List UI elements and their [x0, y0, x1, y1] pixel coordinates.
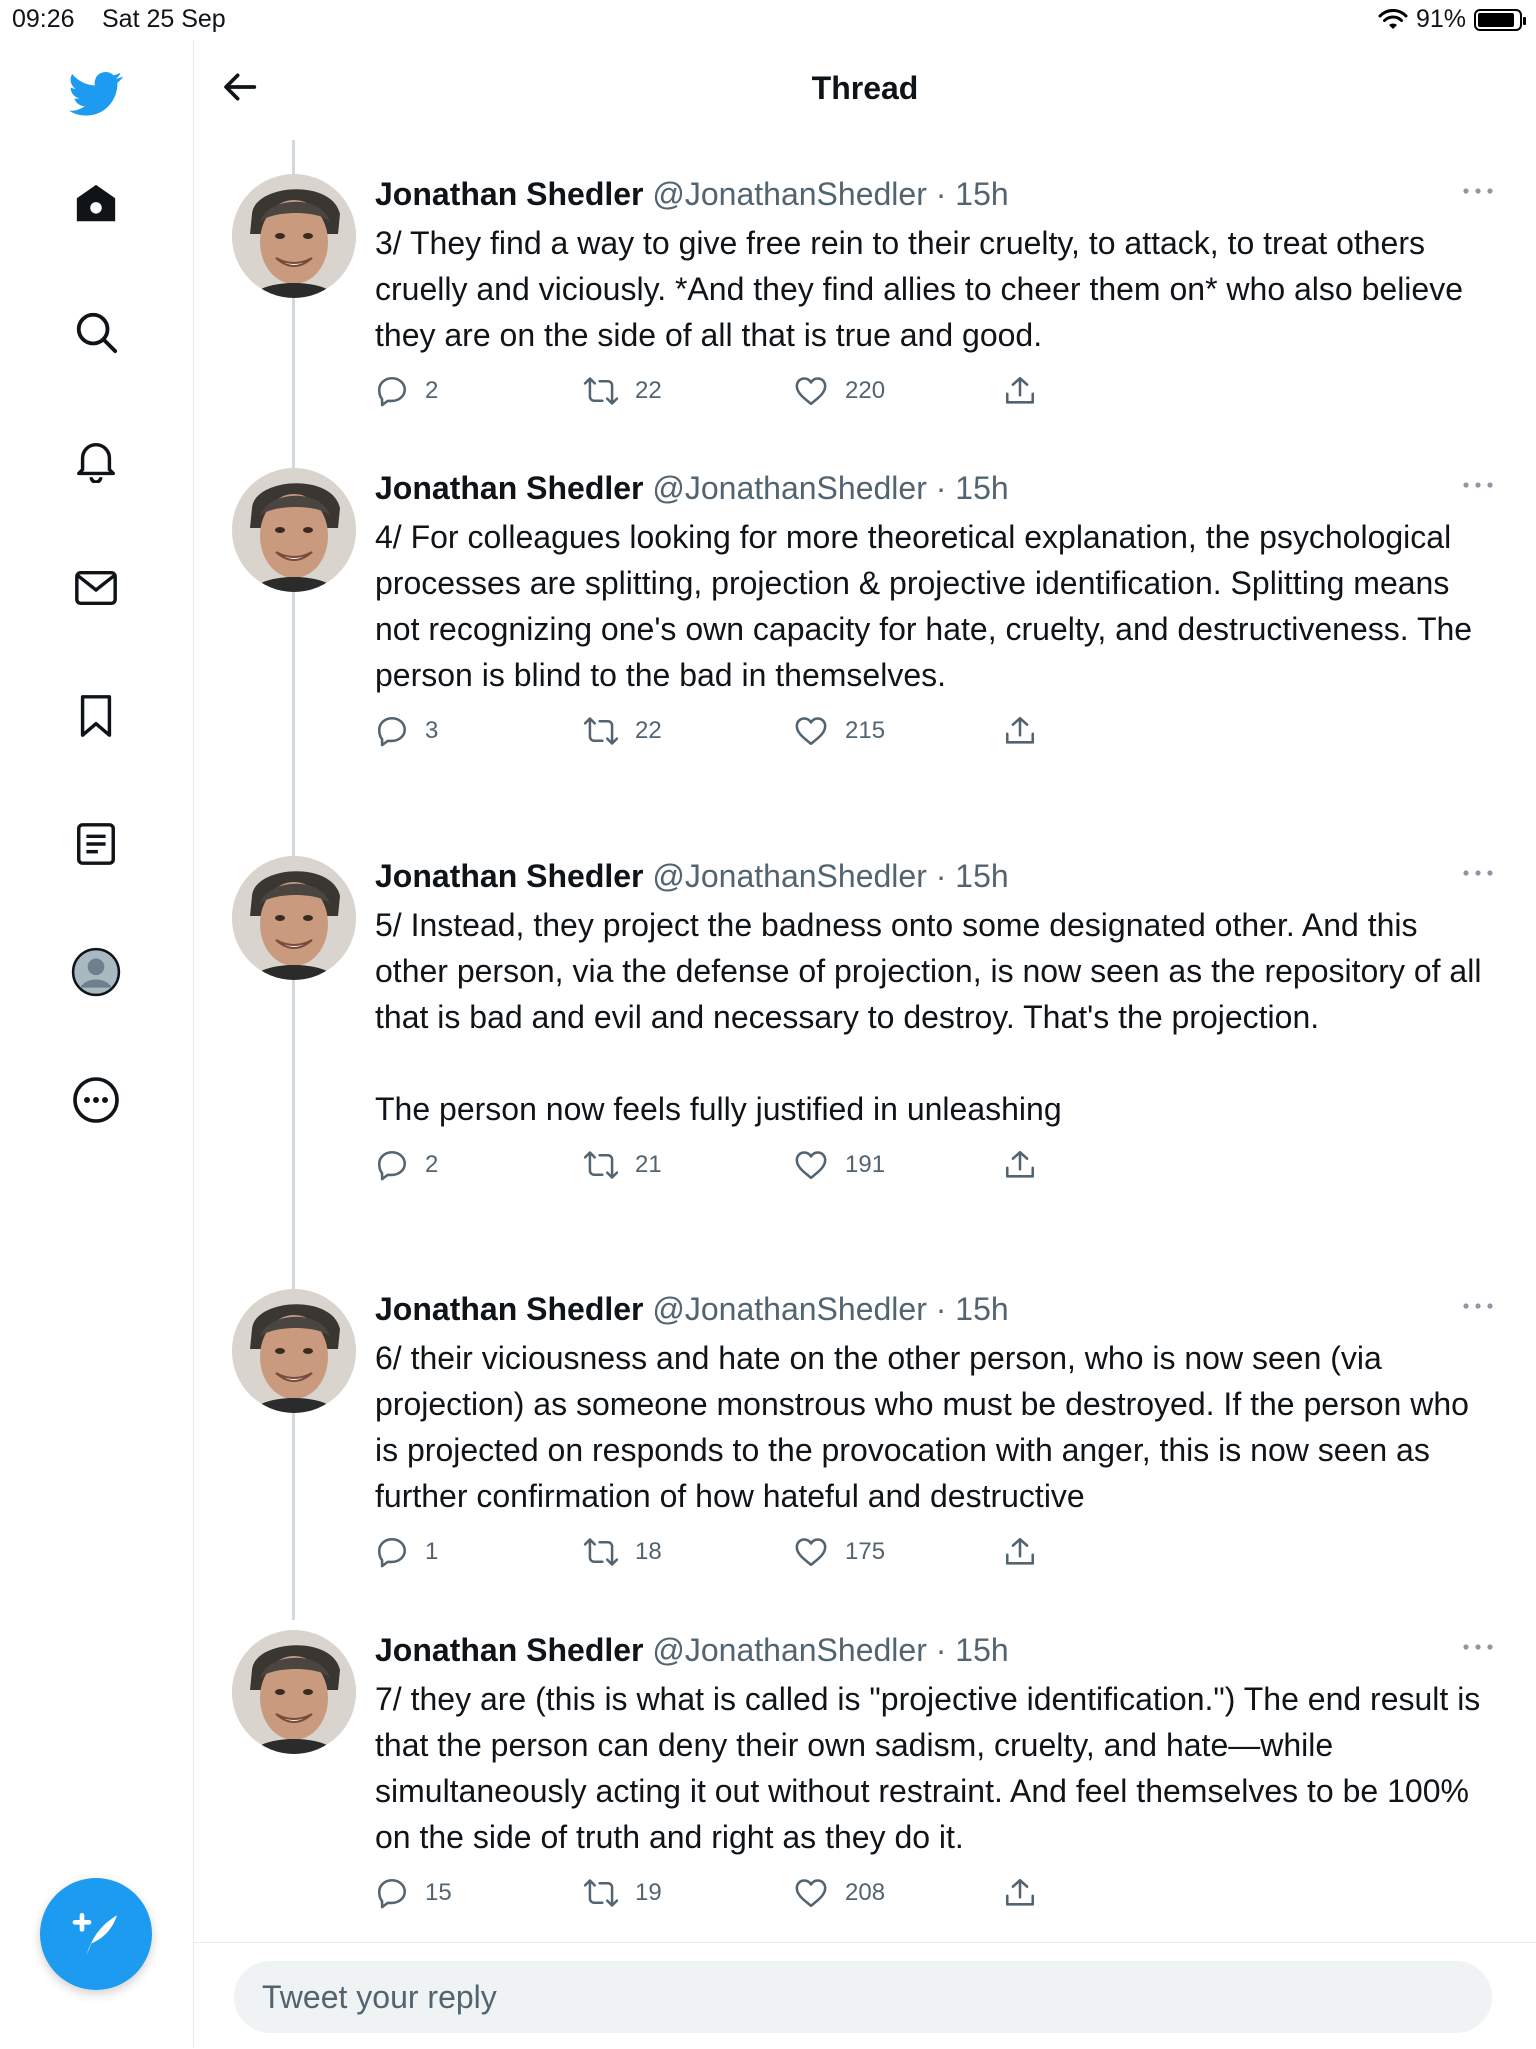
reply-count: 2 — [425, 377, 439, 404]
retweet-icon — [583, 1535, 619, 1569]
like-count: 208 — [845, 1879, 886, 1906]
like-button[interactable] — [793, 1876, 885, 1910]
tweet-more-button[interactable] — [1458, 1632, 1498, 1662]
like-count: 215 — [845, 717, 886, 744]
share-icon — [1003, 374, 1037, 408]
battery-icon — [1474, 9, 1522, 31]
reply-count: 15 — [425, 1879, 452, 1906]
tweet-separator: · — [926, 1632, 956, 1668]
share-icon — [1003, 714, 1037, 748]
tweet-text: 4/ For colleagues looking for more theoretical explanation, the psychological processes are splitting, projection & projective identification. Splitting means not recognizing one's own capacity for hate, cruelty, and destructiveness. The person is blind to the bad in themselves. — [375, 519, 1481, 693]
tweet-actions — [375, 1148, 1498, 1188]
tweet-time[interactable]: 15h — [955, 1291, 1009, 1327]
author-handle[interactable]: @JonathanShedler — [652, 1291, 927, 1327]
status-right — [1378, 5, 1522, 34]
reply-input[interactable] — [234, 1961, 1492, 2033]
avatar[interactable] — [232, 174, 356, 298]
tweet-more-button[interactable] — [1458, 858, 1498, 888]
like-count: 175 — [845, 1538, 886, 1565]
retweet-button[interactable] — [583, 1876, 662, 1910]
retweet-count: 22 — [635, 377, 662, 404]
reply-bar — [194, 1942, 1536, 2049]
profile-icon — [71, 947, 121, 997]
author-handle[interactable]: @JonathanShedler — [652, 858, 927, 894]
like-button[interactable] — [793, 374, 885, 408]
wifi-icon — [1378, 9, 1408, 31]
author-handle[interactable]: @JonathanShedler — [652, 1632, 927, 1668]
more-dots-icon — [1462, 869, 1494, 877]
tweet-content — [375, 1630, 1498, 1916]
tweet-actions — [375, 1535, 1498, 1575]
tweet-time[interactable]: 15h — [955, 858, 1009, 894]
like-button[interactable] — [793, 1535, 885, 1569]
tweet-actions — [375, 714, 1498, 754]
retweet-count: 21 — [635, 1151, 662, 1178]
reply-icon — [375, 714, 409, 748]
nav-search[interactable] — [68, 304, 124, 360]
share-button[interactable] — [1003, 374, 1037, 408]
author-name[interactable]: Jonathan Shedler — [375, 470, 644, 506]
bell-icon — [73, 437, 119, 483]
share-button[interactable] — [1003, 1148, 1037, 1182]
share-button[interactable] — [1003, 1876, 1037, 1910]
retweet-button[interactable] — [583, 1535, 662, 1569]
home-icon — [73, 181, 119, 227]
reply-icon — [375, 1148, 409, 1182]
tweet-more-button[interactable] — [1458, 470, 1498, 500]
heart-icon — [793, 1148, 829, 1182]
reply-count: 2 — [425, 1151, 439, 1178]
thread-header — [194, 40, 1536, 140]
tweet-time[interactable]: 15h — [955, 1632, 1009, 1668]
tweet-separator: · — [926, 858, 956, 894]
reply-icon — [375, 374, 409, 408]
nav-profile[interactable] — [68, 944, 124, 1000]
retweet-icon — [583, 374, 619, 408]
nav-notifications[interactable] — [68, 432, 124, 488]
tweet-more-button[interactable] — [1458, 176, 1498, 206]
page-title: Thread — [811, 70, 919, 106]
tweet-content — [375, 1289, 1498, 1575]
nav-lists[interactable] — [68, 816, 124, 872]
reply-button[interactable] — [375, 1148, 438, 1182]
reply-icon — [375, 1535, 409, 1569]
tweet-actions — [375, 374, 1498, 414]
retweet-button[interactable] — [583, 714, 662, 748]
status-time: 09:26 — [12, 5, 75, 33]
search-icon — [73, 309, 119, 355]
tweet-meta — [375, 856, 1498, 896]
tweet-content — [375, 174, 1498, 414]
more-dots-icon — [1462, 1643, 1494, 1651]
tweet-text: 5/ Instead, they project the badness onto some designated other. And this other person, via the defense of projection, is now seen as the repository of all that is bad and evil and necessary to destroy. That's the projection. The person now feels fully justified in unleashing — [375, 907, 1482, 1127]
avatar[interactable] — [232, 1289, 356, 1413]
tweet-text: 3/ They find a way to give free rein to their cruelty, to attack, to treat others cruelly and viciously. *And they find allies to cheer them on* who also believe they are on the side of all that is true and good. — [375, 225, 1472, 353]
retweet-icon — [583, 1876, 619, 1910]
share-icon — [1003, 1876, 1037, 1910]
avatar[interactable] — [232, 856, 356, 980]
tweet-meta — [375, 174, 1498, 214]
reply-button[interactable] — [375, 1876, 452, 1910]
avatar[interactable] — [232, 1630, 356, 1754]
status-date: Sat 25 Sep — [102, 5, 226, 33]
tweet-text: 6/ their viciousness and hate on the other person, who is now seen (via projection) as someone monstrous who must be destroyed. If the person who is projected on responds to the provocation with anger, this is now seen as further confirmation of how hateful and destructive — [375, 1340, 1478, 1514]
sidebar — [0, 40, 194, 2048]
tweet-content — [375, 468, 1498, 754]
compose-tweet-button[interactable] — [40, 1878, 152, 1990]
nav-bookmarks[interactable] — [68, 688, 124, 744]
author-name[interactable]: Jonathan Shedler — [375, 858, 644, 894]
like-count: 191 — [845, 1151, 886, 1178]
retweet-count: 18 — [635, 1538, 662, 1565]
status-bar — [0, 0, 1536, 40]
reply-icon — [375, 1876, 409, 1910]
retweet-icon — [583, 1148, 619, 1182]
tweet-actions — [375, 1876, 1498, 1916]
share-button[interactable] — [1003, 1535, 1037, 1569]
retweet-button[interactable] — [583, 374, 662, 408]
author-handle[interactable]: @JonathanShedler — [652, 176, 927, 212]
battery-percent: 91% — [1415, 5, 1466, 33]
retweet-count: 22 — [635, 717, 662, 744]
more-icon — [72, 1076, 120, 1124]
more-dots-icon — [1462, 1302, 1494, 1310]
tweet-content — [375, 856, 1498, 1188]
tweet-more-button[interactable] — [1458, 1291, 1498, 1321]
reply-button[interactable] — [375, 714, 438, 748]
retweet-icon — [583, 714, 619, 748]
nav-home[interactable] — [68, 176, 124, 232]
share-icon — [1003, 1148, 1037, 1182]
heart-icon — [793, 714, 829, 748]
tweet-time[interactable]: 15h — [955, 176, 1009, 212]
nav-more[interactable] — [68, 1072, 124, 1128]
list-icon — [73, 821, 119, 867]
retweet-button[interactable] — [583, 1148, 662, 1182]
retweet-count: 19 — [635, 1879, 662, 1906]
heart-icon — [793, 1876, 829, 1910]
like-button[interactable] — [793, 1148, 885, 1182]
heart-icon — [793, 374, 829, 408]
nav-messages[interactable] — [68, 560, 124, 616]
reply-button[interactable] — [375, 374, 438, 408]
heart-icon — [793, 1535, 829, 1569]
twitter-logo[interactable] — [68, 66, 124, 122]
share-icon — [1003, 1535, 1037, 1569]
tweet-meta — [375, 468, 1498, 508]
reply-button[interactable] — [375, 1535, 438, 1569]
author-name[interactable]: Jonathan Shedler — [375, 1291, 644, 1327]
bookmark-icon — [73, 693, 119, 739]
tweet-meta — [375, 1630, 1498, 1670]
tweet-meta — [375, 1289, 1498, 1329]
author-name[interactable]: Jonathan Shedler — [375, 1632, 644, 1668]
like-button[interactable] — [793, 714, 885, 748]
reply-count: 1 — [425, 1538, 439, 1565]
tweet-time[interactable]: 15h — [955, 470, 1009, 506]
tweet-separator: · — [926, 176, 956, 212]
more-dots-icon — [1462, 481, 1494, 489]
mail-icon — [73, 565, 119, 611]
author-handle[interactable]: @JonathanShedler — [652, 470, 927, 506]
reply-count: 3 — [425, 717, 439, 744]
tweet-separator: · — [926, 1291, 956, 1327]
more-dots-icon — [1462, 187, 1494, 195]
twitter-bird-icon — [69, 71, 123, 117]
share-button[interactable] — [1003, 714, 1037, 748]
tweet-text: 7/ they are (this is what is called is "projective identification.") The end result is that the person can deny their own sadism, cruelty, and hate—while simultaneously acting it out without restraint. And feel themselves to be 100% on the side of truth and right as they do it. — [375, 1681, 1490, 1855]
compose-tweet-icon — [68, 1906, 124, 1962]
author-name[interactable]: Jonathan Shedler — [375, 176, 644, 212]
avatar[interactable] — [232, 468, 356, 592]
tweet-separator: · — [926, 470, 956, 506]
like-count: 220 — [845, 377, 886, 404]
